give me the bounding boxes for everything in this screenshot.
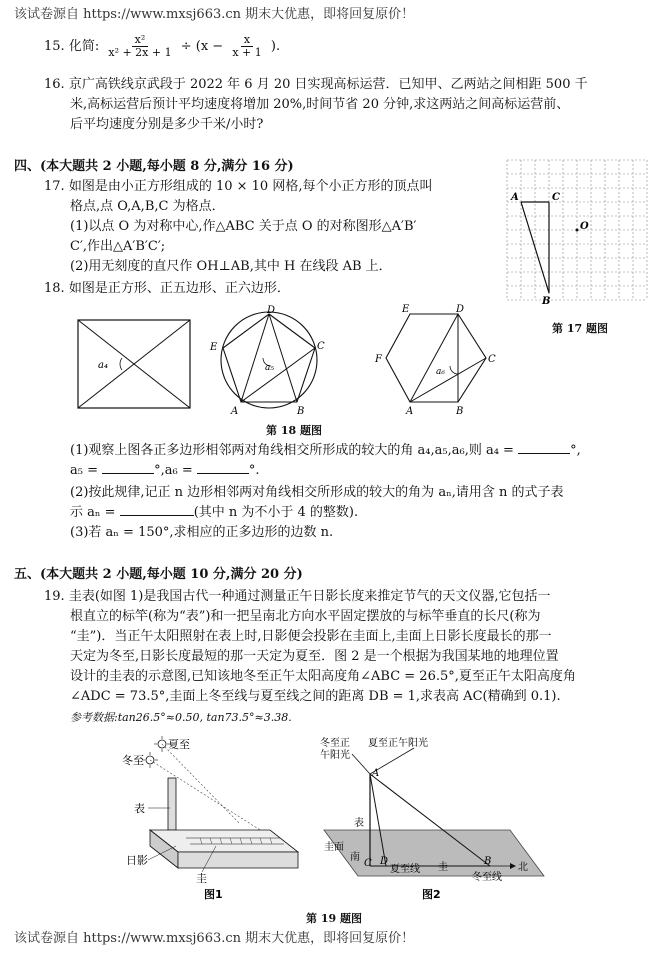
figure-17-caption: 第 17 题图 bbox=[552, 322, 608, 335]
fig2-label-gui: 圭 bbox=[438, 862, 448, 873]
q18-part-1a bbox=[70, 442, 581, 460]
label-o: O bbox=[580, 221, 589, 232]
fig2-label-b: B bbox=[484, 856, 492, 867]
q17-number: 17. bbox=[44, 179, 65, 194]
question-16 bbox=[44, 76, 588, 94]
fig1-label-biao: 表 bbox=[134, 802, 145, 815]
fig1-label-xiazhi: 夏至 bbox=[168, 738, 190, 751]
q19-reference-data: 参考数据:tan26.5°≈0.50, tan73.5°≈3.38. bbox=[70, 711, 292, 724]
q19-line-5: 设计的圭表的示意图,已知该地冬至正午太阳高度角∠ABC = 26.5°,夏至正午太阳高度角 bbox=[70, 669, 576, 684]
figure-18-square bbox=[76, 318, 196, 414]
q15-frac1-numerator: x² bbox=[132, 34, 149, 47]
q19-line-4: 天定为冬至,日影长度最短的那一天定为夏至．图 2 是一个根据为我国某地的地理位置 bbox=[70, 649, 559, 664]
q17-line-1: 如图是由小正方形组成的 10 × 10 网格,每个小正方形的顶点叫 bbox=[68, 179, 433, 194]
hex-label-f: F bbox=[375, 354, 382, 365]
gnomon-pole bbox=[168, 778, 176, 830]
question-18 bbox=[44, 280, 290, 298]
hex-label-c: C bbox=[488, 354, 496, 365]
label-a5: a₅ bbox=[265, 363, 274, 373]
fig2-label-xiazhi-sun: 夏至正午阳光 bbox=[368, 738, 428, 749]
q17-line-5: (2)用无刻度的直尺作 OH⊥AB,其中 H 在线段 AB 上． bbox=[70, 259, 392, 274]
q15-middle: ÷ (x − bbox=[180, 39, 224, 54]
fig2-label-dongzhi-sun: 冬至正 bbox=[320, 738, 350, 749]
q18-part-1b bbox=[70, 462, 260, 480]
fig2-label-bei: 北 bbox=[518, 862, 528, 873]
q15-number: 15. bbox=[44, 39, 65, 54]
fig2-label-c: C bbox=[364, 858, 372, 869]
q18-part-2b bbox=[70, 504, 358, 522]
figure-19-gnomon bbox=[120, 734, 310, 904]
figure-18-caption: 第 18 题图 bbox=[266, 424, 322, 437]
fig2-label-biao: 表 bbox=[354, 818, 364, 829]
q16-line-2: 米,高标运营后预计平均速度将增加 20%,时间节省 20 分钟,求这两站之间高标运营前、 bbox=[70, 97, 570, 112]
figure-19-schematic bbox=[310, 734, 550, 904]
q19-line-1: 圭表(如图 1)是我国古代一种通过测量正午日影长度来推定节气的天文仪器,它包括一 bbox=[68, 589, 551, 604]
fig1-label-dongzhi: 冬至 bbox=[122, 754, 144, 767]
q17-line-2: 格点,点 O,A,B,C 为格点． bbox=[70, 199, 225, 214]
q18-part-1a-end: °, bbox=[570, 443, 581, 458]
q15-fraction-1 bbox=[105, 34, 174, 59]
question-15 bbox=[44, 34, 280, 59]
fig1-label-riying: 日影 bbox=[126, 854, 148, 867]
pent-label-b: B bbox=[297, 406, 305, 417]
q17-line-3: (1)以点 O 为对称中心,作△ABC 关于点 O 的对称图形△A′B′ bbox=[70, 219, 417, 234]
fig2-label-dongzhi-sun-2: 午阳光 bbox=[320, 750, 350, 761]
q18-part-1a-text: (1)观察上图各正多边形相邻两对角线相交所形成的较大的角 a₄,a₅,a₆,则 a₄ = bbox=[70, 443, 514, 458]
q18-part-2a: (2)按此规律,记正 n 边形相邻两对角线相交所形成的较大的角为 aₙ,请用含 n 的式子表 bbox=[70, 485, 564, 500]
q18-part-3: (3)若 aₙ = 150°,求相应的正多边形的边数 n. bbox=[70, 525, 334, 540]
figure-18-hexagon bbox=[372, 302, 502, 420]
fig2-label-nan: 南 bbox=[350, 852, 360, 863]
hex-label-b: B bbox=[456, 406, 464, 417]
pent-label-e: E bbox=[210, 342, 218, 353]
label-b: B bbox=[542, 296, 551, 307]
triangle-abc bbox=[521, 202, 549, 293]
hex-label-d: D bbox=[456, 304, 465, 315]
q18-part-1b-end: °. bbox=[248, 463, 260, 478]
fig2-caption: 图2 bbox=[422, 888, 441, 901]
label-a: A bbox=[511, 192, 519, 203]
watermark-footer: 该试卷源自 https://www.mxsj663.cn 期末大优惠，即将回复原价！ bbox=[14, 931, 415, 946]
q16-line-1: 京广高铁线京武段于 2022 年 6 月 20 日实现高标运营．已知甲、乙两站之间相距 500 千 bbox=[68, 77, 588, 92]
q15-frac2-denominator: x + 1 bbox=[232, 46, 262, 59]
fig2-label-xiazhixian: 夏至线 bbox=[390, 864, 420, 875]
fig2-label-guimian: 圭面 bbox=[324, 842, 344, 853]
fig1-label-gui: 圭 bbox=[196, 872, 207, 885]
section-5-header: 五、(本大题共 2 小题,每小题 10 分,满分 20 分) bbox=[14, 567, 303, 582]
q15-fraction-2 bbox=[229, 34, 264, 59]
figure-17-grid bbox=[505, 158, 655, 310]
fig2-label-a: A bbox=[372, 768, 380, 779]
answer-blank-an[interactable] bbox=[120, 514, 194, 516]
label-a6: a₆ bbox=[436, 367, 445, 377]
q18-part-1b-mid: °,a₆ = bbox=[154, 463, 193, 478]
pent-label-a: A bbox=[231, 406, 239, 417]
watermark-top: 该试卷源自 https://www.mxsj663.cn 期末大优惠，即将回复原价！ bbox=[14, 7, 415, 22]
q19-line-3: “圭”)．当正午太阳照射在表上时,日影便会投影在圭面上,圭面上日影长度最长的那一 bbox=[70, 629, 552, 644]
pent-label-c: C bbox=[317, 341, 325, 352]
q18-part-1b-pre: a₅ = bbox=[70, 463, 98, 478]
q18-part-2b-pre: 示 aₙ = bbox=[70, 505, 116, 520]
pent-label-d: D bbox=[267, 305, 276, 316]
question-19 bbox=[44, 588, 551, 606]
hex-label-e: E bbox=[402, 304, 410, 315]
fig2-label-d: D bbox=[380, 856, 389, 867]
q15-frac1-denominator: x² + 2x + 1 bbox=[108, 46, 172, 59]
q15-frac2-numerator: x bbox=[241, 34, 253, 47]
label-c: C bbox=[552, 192, 560, 203]
label-a4: a₄ bbox=[98, 360, 108, 371]
q16-line-3: 后平均速度分别是多少千米/小时? bbox=[70, 117, 264, 132]
q18-number: 18. bbox=[44, 281, 65, 296]
point-o bbox=[576, 229, 579, 232]
hex-label-a: A bbox=[406, 406, 414, 417]
q15-prefix: 化简: bbox=[68, 39, 100, 54]
q19-line-6: ∠ADC = 73.5°,圭面上冬至线与夏至线之间的距离 DB = 1,求表高 AC(精确到 0.1). bbox=[70, 689, 561, 704]
section-4-header: 四、(本大题共 2 小题,每小题 8 分,满分 16 分) bbox=[14, 159, 294, 174]
q16-number: 16. bbox=[44, 77, 65, 92]
fig1-caption: 图1 bbox=[204, 888, 223, 901]
q15-suffix: ). bbox=[270, 39, 281, 54]
q18-part-2b-end: (其中 n 为不小于 4 的整数). bbox=[193, 505, 359, 520]
q17-line-4: C′,作出△A′B′C′; bbox=[70, 239, 166, 254]
answer-blank-a5[interactable] bbox=[102, 472, 154, 474]
q19-number: 19. bbox=[44, 589, 65, 604]
figure-18-pentagon bbox=[205, 304, 333, 420]
fig2-label-dongzhixian: 冬至线 bbox=[472, 872, 502, 883]
q19-line-2: 根直立的标竿(称为“表”)和一把呈南北方向水平固定摆放的与标竿垂直的长尺(称为 bbox=[70, 609, 541, 624]
q18-line-1: 如图是正方形、正五边形、正六边形． bbox=[68, 281, 290, 296]
answer-blank-a6[interactable] bbox=[197, 472, 249, 474]
question-17 bbox=[44, 178, 432, 196]
figure-19-caption: 第 19 题图 bbox=[306, 912, 362, 925]
answer-blank-a4[interactable] bbox=[518, 452, 570, 454]
